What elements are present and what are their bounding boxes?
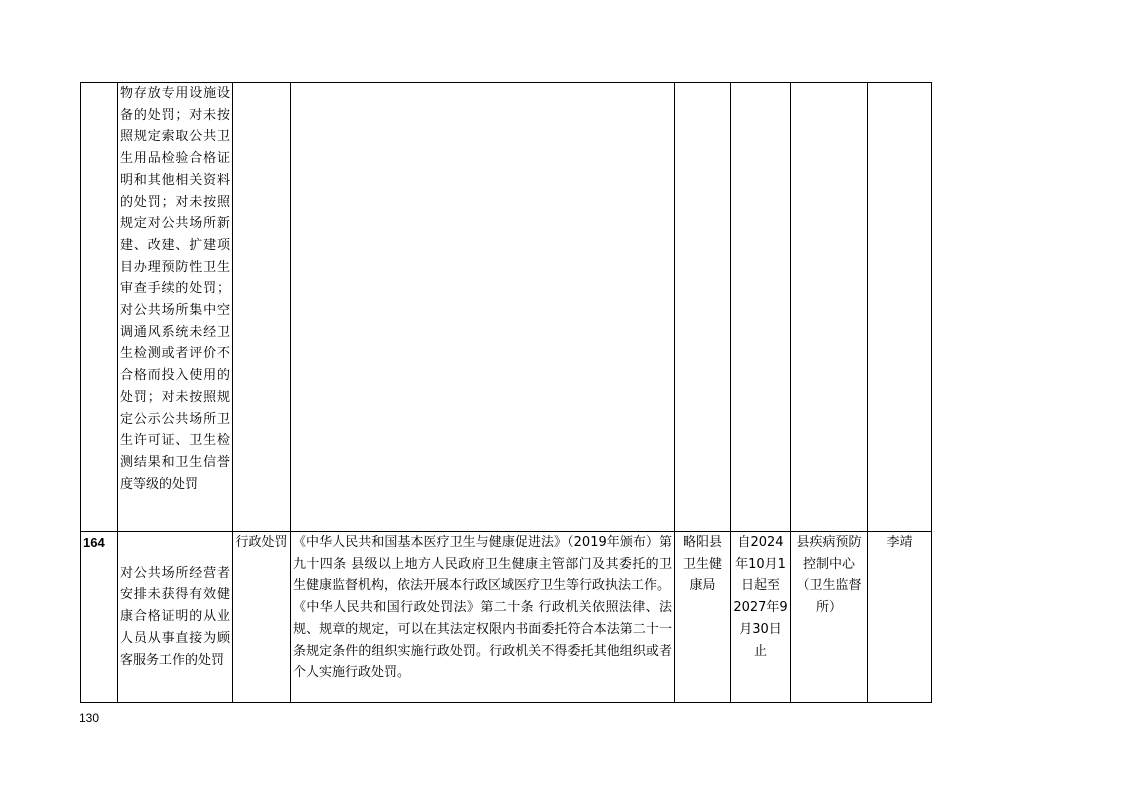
item-name-cell: 对公共场所经营者安排未获得有效健康合格证明的从业人员从事直接为顾客服务工作的处罚	[118, 532, 233, 703]
contact-cell	[868, 83, 932, 532]
page-number: 130	[79, 711, 100, 725]
period-cell: 自2024年10月1日起至2027年9月30日止	[731, 532, 791, 703]
legal-basis-law-title: 《中华人民共和国行政处罚法》第二十条	[293, 600, 534, 616]
legal-basis-paragraph-2	[293, 597, 672, 684]
contact-cell: 李靖	[868, 532, 932, 703]
legal-basis-cell	[291, 83, 675, 532]
legal-basis-paragraph-1: 《中华人民共和国基本医疗卫生与健康促进法》（2019年颁布）第九十四条 县级以上地方人民政府卫生健康主管部门及其委托的卫生健康监督机构，依法开展本行政区域医疗卫生等行政执法工作。	[293, 535, 672, 594]
authority-cell	[675, 83, 731, 532]
legal-basis-law-body: 行政机关依照法律、法规、规章的规定，可以在其法定权限内书面委托符合本法第二十一条规定条件的组织实施行政处罚。行政机关不得委托其他组织或者个人实施行政处罚。	[293, 600, 672, 681]
legal-basis-cell	[291, 532, 675, 703]
table-row	[81, 532, 932, 703]
agent-cell	[791, 83, 868, 532]
item-type-cell	[233, 83, 291, 532]
item-type-cell: 行政处罚	[233, 532, 291, 703]
item-name-cell: 物存放专用设施设备的处罚；对未按照规定索取公共卫生用品检验合格证明和其他相关资料的处罚；对未按照规定对公共场所新建、改建、扩建项目办理预防性卫生审查手续的处罚；对公共场所集中空调通风系统未经卫生检测或者评价不合格而投入使用的处罚；对未按照规定公示公共场所卫生许可证、卫生检测结果和卫生信誉度等级的处罚	[118, 83, 233, 532]
period-cell	[731, 83, 791, 532]
table-row	[81, 83, 932, 532]
entrustment-table	[80, 82, 932, 703]
item-number-cell: 164	[81, 532, 118, 703]
authority-cell: 略阳县卫生健康局	[675, 532, 731, 703]
agent-cell: 县疾病预防控制中心（卫生监督所）	[791, 532, 868, 703]
item-number-cell	[81, 83, 118, 532]
